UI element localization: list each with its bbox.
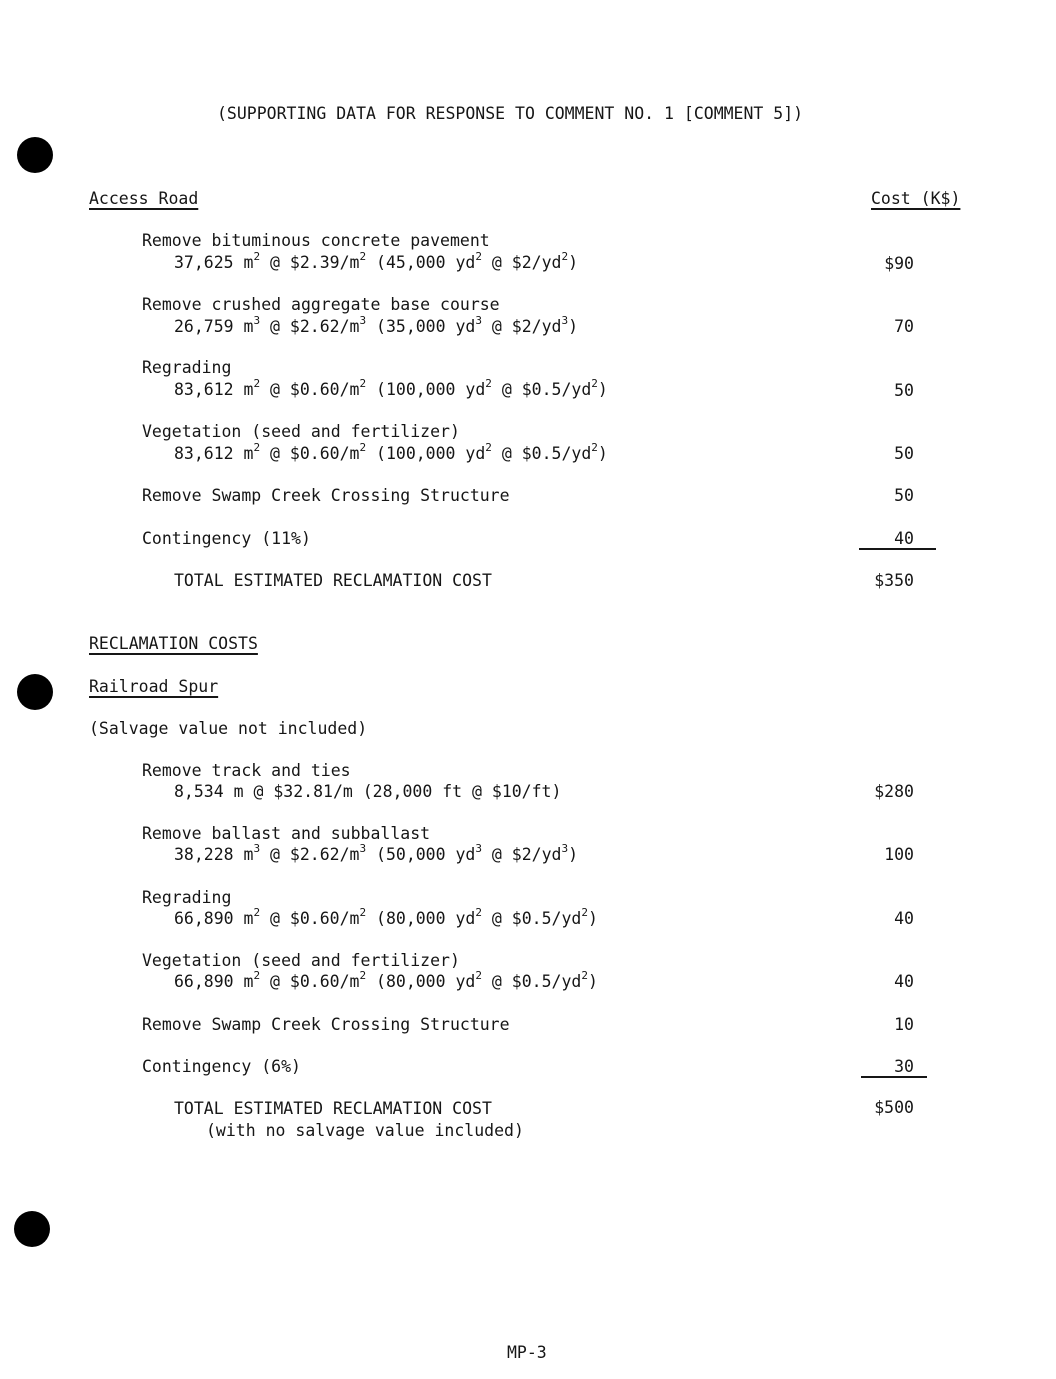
item-cost: 10 — [894, 1015, 914, 1034]
page-number: MP-3 — [507, 1343, 547, 1362]
item-cost: 40 — [894, 529, 914, 548]
item-label: Contingency (11%) — [142, 529, 311, 548]
item-cost: 100 — [884, 845, 914, 864]
page-header: (SUPPORTING DATA FOR RESPONSE TO COMMENT NO. 1 [COMMENT 5]) — [217, 104, 804, 123]
item-cost: 50 — [894, 381, 914, 400]
item-cost: $90 — [884, 254, 914, 273]
item-cost: 70 — [894, 317, 914, 336]
item-label: Vegetation (seed and fertilizer) — [142, 422, 460, 441]
punch-hole — [17, 137, 53, 173]
item-cost: 50 — [894, 444, 914, 463]
item-cost: 40 — [894, 909, 914, 928]
item-quantity: 66,890 $m^2$ @ $\$0.60/m^2$ (80,000 $yd^2$ @ $\$0.5/yd^2$) — [174, 905, 598, 928]
item-cost: 30 — [894, 1057, 914, 1076]
item-quantity: 83,612 $m^2$ @ $\$0.60/m^2$ (100,000 $yd^2$ @ $\$0.5/yd^2$) — [174, 376, 608, 399]
total-cost: $350 — [874, 571, 914, 590]
subtotal-rule — [859, 548, 936, 550]
punch-hole — [17, 674, 53, 710]
item-label: Remove Swamp Creek Crossing Structure — [142, 1015, 510, 1034]
item-label: Regrading — [142, 358, 232, 377]
item-label: Contingency (6%) — [142, 1057, 301, 1076]
item-cost: $280 — [874, 782, 914, 801]
item-label: Vegetation (seed and fertilizer) — [142, 951, 460, 970]
cost-column-header: Cost (K$) — [871, 189, 961, 208]
total-cost: $500 — [874, 1098, 914, 1117]
salvage-note: (Salvage value not included) — [89, 719, 368, 738]
item-label: Remove ballast and subballast — [142, 824, 431, 843]
item-quantity: 38,228 $m^3$ @ $\$2.62/m^3$ (50,000 $yd^3$ @ $\$2/yd^3$) — [174, 841, 579, 864]
item-quantity: 66,890 $m^2$ @ $\$0.60/m^2$ (80,000 $yd^2$ @ $\$0.5/yd^2$) — [174, 968, 598, 991]
item-label: Remove track and ties — [142, 761, 351, 780]
section-title-access-road: Access Road — [89, 189, 199, 208]
item-cost: 40 — [894, 972, 914, 991]
item-quantity: 26,759 $m^3$ @ $\$2.62/m^3$ (35,000 $yd^3$ @ $\$2/yd^3$) — [174, 313, 579, 336]
item-label: Remove bituminous concrete pavement — [142, 231, 490, 250]
total-sublabel: (with no salvage value included) — [206, 1121, 524, 1140]
item-label: Regrading — [142, 888, 232, 907]
item-label: Remove Swamp Creek Crossing Structure — [142, 486, 510, 505]
total-label: TOTAL ESTIMATED RECLAMATION COST — [174, 571, 492, 590]
item-quantity: 8,534 m @ $32.81/m (28,000 ft @ $10/ft) — [174, 782, 562, 801]
subtotal-rule — [861, 1076, 927, 1078]
punch-hole — [14, 1211, 50, 1247]
item-label: Remove crushed aggregate base course — [142, 295, 500, 314]
item-quantity: 83,612 $m^2$ @ $\$0.60/m^2$ (100,000 $yd^2$ @ $\$0.5/yd^2$) — [174, 440, 608, 463]
total-label: TOTAL ESTIMATED RECLAMATION COST — [174, 1099, 492, 1118]
section-title-railroad-spur: Railroad Spur — [89, 677, 219, 696]
reclamation-costs-heading: RECLAMATION COSTS — [89, 634, 258, 653]
item-quantity: 37,625 $m^2$ @ $\$2.39/m^2$ (45,000 $yd^2$ @ $\$2/yd^2$) — [174, 249, 579, 272]
item-cost: 50 — [894, 486, 914, 505]
